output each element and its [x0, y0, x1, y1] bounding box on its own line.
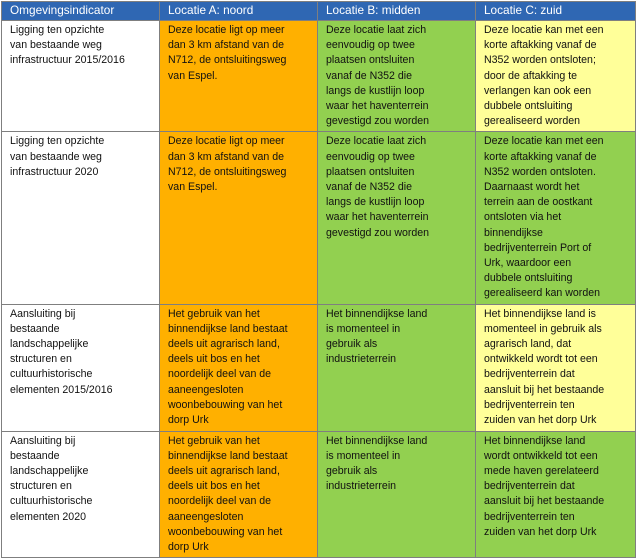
location-a-cell: Het gebruik van het binnendijkse land bestaat deels uit agrarisch land, deels uit bos en het noordelijk deel van de aaneengesloten woonbebouwing van het dorp Urk [160, 304, 318, 431]
location-a-cell: Het gebruik van het binnendijkse land bestaat deels uit agrarisch land, deels uit bos en het noordelijk deel van de aaneengesloten woonbebouwing van het dorp Urk [160, 431, 318, 558]
header-location-c: Locatie C: zuid [476, 2, 636, 21]
indicator-cell: Aansluiting bij bestaande landschappelijke structuren en cultuurhistorische elementen 2015/2016 [2, 304, 160, 431]
table-row [2, 431, 636, 558]
indicator-cell: Ligging ten opzichte van bestaande weg infrastructuur 2015/2016 [2, 21, 160, 132]
indicator-cell: Ligging ten opzichte van bestaande weg infrastructuur 2020 [2, 132, 160, 304]
location-a-cell: Deze locatie ligt op meer dan 3 km afstand van de N712, de ontsluitingsweg van Espel. [160, 21, 318, 132]
comparison-table [1, 1, 636, 558]
location-a-cell: Deze locatie ligt op meer dan 3 km afstand van de N712, de ontsluitingsweg van Espel. [160, 132, 318, 304]
header-indicator: Omgevingsindicator [2, 2, 160, 21]
location-b-cell: Het binnendijkse land is momenteel in gebruik als industrieterrein [318, 431, 476, 558]
location-c-cell: Het binnendijkse land is momenteel in gebruik als agrarisch land, dat ontwikkeld wordt tot een bedrijventerrein dat aansluit bij het bestaande bedrijventerrein ten zuiden van het dorp Urk [476, 304, 636, 431]
location-b-cell: Deze locatie laat zich eenvoudig op twee plaatsen ontsluiten vanaf de N352 die langs de kustlijn loop waar het haventerrein gevestigd zou worden [318, 132, 476, 304]
table-row [2, 132, 636, 304]
indicator-cell: Aansluiting bij bestaande landschappelijke structuren en cultuurhistorische elementen 2020 [2, 431, 160, 558]
table-row [2, 21, 636, 132]
location-b-cell: Het binnendijkse land is momenteel in gebruik als industrieterrein [318, 304, 476, 431]
location-b-cell: Deze locatie laat zich eenvoudig op twee plaatsen ontsluiten vanaf de N352 die langs de kustlijn loop waar het haventerrein gevestigd zou worden [318, 21, 476, 132]
location-c-cell: Deze locatie kan met een korte aftakking vanaf de N352 worden ontsloten. Daarnaast wordt het terrein aan de oostkant ontsloten via het binnendijkse bedrijventerrein Port of Urk, waardoor een dubbele ontsluiting gerealiseerd kan worden [476, 132, 636, 304]
location-c-cell: Deze locatie kan met een korte aftakking vanaf de N352 worden ontsloten; door de aftakking te verlangen kan ook een dubbele ontsluiting gerealiseerd worden [476, 21, 636, 132]
header-location-a: Locatie A: noord [160, 2, 318, 21]
header-location-b: Locatie B: midden [318, 2, 476, 21]
table-row [2, 304, 636, 431]
header-row [2, 2, 636, 21]
location-c-cell: Het binnendijkse land wordt ontwikkeld tot een mede haven gerelateerd bedrijventerrein dat aansluit bij het bestaande bedrijventerrein ten zuiden van het dorp Urk [476, 431, 636, 558]
